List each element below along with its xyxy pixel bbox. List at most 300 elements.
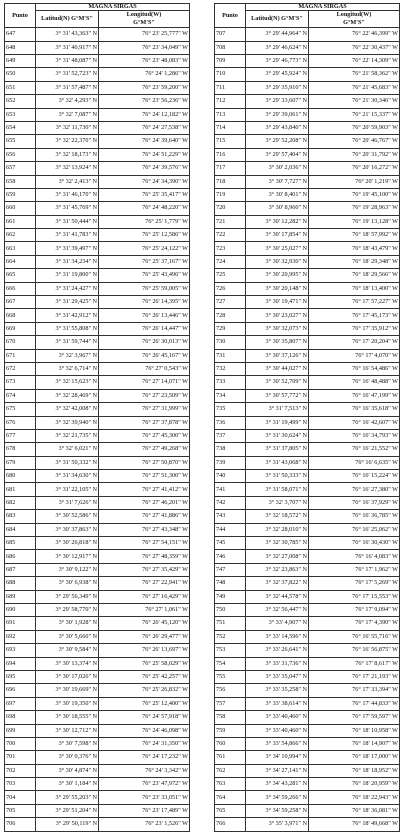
longitude-cell: 76° 23' 34,049" W [99,41,190,54]
table-row [215,349,400,362]
latitude-cell: 3° 31' 50,332" N [36,456,99,469]
longitude-cell: 76° 16' 21,552" W [309,443,400,456]
table-row [215,577,400,590]
point-number-cell: 747 [215,563,246,576]
latitude-cell: 3° 30' 12,282" N [246,215,309,228]
table-row [215,148,400,161]
table-row [5,496,190,509]
table-row [5,523,190,536]
point-number-cell: 758 [215,711,246,724]
table-row [5,108,190,121]
longitude-cell: 76° 24' 1,286" W [99,68,190,81]
point-number-cell: 674 [5,389,36,402]
longitude-cell: 76° 16' 34,793" W [309,429,400,442]
table-row [5,644,190,657]
table-row [5,657,190,670]
longitude-cell: 76° 24' 39,640" W [99,135,190,148]
point-number-cell: 686 [5,550,36,563]
longitude-cell: 76° 16' 54,486" W [309,362,400,375]
table-row [5,336,190,349]
latitude-cell: 3° 29' 39,061" N [246,108,309,121]
table-row [215,778,400,791]
table-row [215,644,400,657]
point-number-cell: 684 [5,523,36,536]
point-number-cell: 732 [215,362,246,375]
table-row [5,188,190,201]
point-number-cell: 738 [215,443,246,456]
longitude-cell: 76° 26' 13,446" W [99,309,190,322]
point-number-cell: 727 [215,296,246,309]
point-number-cell: 728 [215,309,246,322]
longitude-cell: 76° 27' 1,061" W [99,604,190,617]
latitude-cell: 3° 33' 14,596" N [246,630,309,643]
point-number-cell: 698 [5,711,36,724]
latitude-cell: 3° 31' 34,234" N [36,255,99,268]
longitude-cell: 76° 16' 4,083" W [309,550,400,563]
magna-sirgas-header: MAGNA SIRGAS [246,4,400,11]
longitude-cell: 76° 20' 31,792" W [309,148,400,161]
table-row [5,429,190,442]
latitude-cell: 3° 30' 32,930" N [246,255,309,268]
longitude-header-line1: Longitud(W) [336,11,372,19]
latitude-cell: 3° 31' 48,087" N [36,54,99,67]
point-number-cell: 708 [215,41,246,54]
point-number-cell: 691 [5,617,36,630]
latitude-cell: 3° 30' 25,027" N [246,242,309,255]
longitude-cell: 76° 24' 3,342" W [99,764,190,777]
table-row [215,590,400,603]
table-row [215,28,400,41]
point-number-cell: 755 [215,670,246,683]
point-number-cell: 734 [215,389,246,402]
table-row [5,791,190,804]
longitude-cell: 76° 21' 30,346" W [309,95,400,108]
longitude-cell: 76° 25' 12,400" W [99,697,190,710]
table-row [5,737,190,750]
table-row [215,563,400,576]
latitude-cell: 3° 30' 26,818" N [36,537,99,550]
longitude-header-line1: Longitud(W) [126,11,162,19]
longitude-cell: 76° 18' 29,566" W [309,269,400,282]
latitude-cell: 3° 29' 55,203" N [36,791,99,804]
longitude-cell: 76° 18' 17,000" W [309,751,400,764]
latitude-cell: 3° 31' 43,363" N [36,28,99,41]
longitude-cell: 76° 25' 59,005" W [99,282,190,295]
point-number-cell: 701 [5,751,36,764]
latitude-cell: 3° 33' 4,907" N [246,617,309,630]
longitude-cell: 76° 18' 20,959" W [309,778,400,791]
point-number-cell: 683 [5,510,36,523]
latitude-cell: 3° 30' 20,995" N [246,269,309,282]
latitude-cell: 3° 29' 33,607" N [246,95,309,108]
point-number-cell: 752 [215,630,246,643]
latitude-cell: 3° 32' 42,008" N [36,403,99,416]
longitude-cell: 76° 21' 58,362" W [309,68,400,81]
longitude-cell: 76° 19' 13,128" W [309,215,400,228]
point-number-cell: 679 [5,456,36,469]
point-number-cell: 687 [5,563,36,576]
table-row [5,389,190,402]
point-number-cell: 665 [5,269,36,282]
point-number-cell: 661 [5,215,36,228]
longitude-cell: 76° 18' 22,943" W [309,791,400,804]
latitude-cell: 3° 30' 9,122" N [36,563,99,576]
longitude-cell: 76° 16' 27,380" W [309,483,400,496]
latitude-cell: 3° 30' 19,471" N [246,296,309,309]
longitude-cell: 76° 20' 59,903" W [309,121,400,134]
longitude-cell: 76° 27' 22,941" W [99,577,190,590]
table-row [215,336,400,349]
longitude-cell: 76° 17' 9,094" W [309,604,400,617]
longitude-cell: 76° 16' 35,618" W [309,403,400,416]
point-number-cell: 746 [215,550,246,563]
point-number-cell: 763 [215,778,246,791]
point-number-cell: 739 [215,456,246,469]
latitude-cell: 3° 30' 7,598" N [36,737,99,750]
point-number-cell: 680 [5,470,36,483]
point-number-cell: 751 [215,617,246,630]
point-number-cell: 692 [5,630,36,643]
longitude-cell: 76° 26' 45,120" W [99,617,190,630]
point-number-cell: 675 [5,403,36,416]
latitude-cell: 3° 33' 31,736" N [246,657,309,670]
point-number-cell: 759 [215,724,246,737]
latitude-cell: 3° 33' 40,460" N [246,711,309,724]
table-row [215,737,400,750]
point-number-cell: 678 [5,443,36,456]
table-row [5,483,190,496]
point-number-cell: 756 [215,684,246,697]
longitude-cell: 76° 17' 57,227" W [309,296,400,309]
longitude-cell: 76° 25' 24,122" W [99,242,190,255]
longitude-cell: 76° 27' 43,348" W [99,523,190,536]
latitude-cell: 3° 30' 7,727" N [246,175,309,188]
table-row [5,349,190,362]
latitude-cell: 3° 30' 19,350" N [36,697,99,710]
table-row [215,41,400,54]
point-number-cell: 723 [215,242,246,255]
longitude-header [99,11,190,28]
longitude-cell: 76° 17' 21,193" W [309,670,400,683]
table-row [5,456,190,469]
table-row [5,818,190,831]
longitude-cell: 76° 17' 59,597" W [309,711,400,724]
latitude-cell: 3° 33' 38,614" N [246,697,309,710]
table-row [215,724,400,737]
point-number-cell: 705 [5,804,36,817]
latitude-cell: 3° 30' 37,863" N [36,523,99,536]
latitude-cell: 3° 30' 1,184" N [36,778,99,791]
longitude-cell: 76° 24' 39,576" W [99,162,190,175]
latitude-cell: 3° 31' 24,427" N [36,282,99,295]
latitude-cell: 3° 30' 8,401" N [246,188,309,201]
table-row [5,403,190,416]
table-row [215,630,400,643]
longitude-cell: 76° 17' 15,553" W [309,590,400,603]
table-row [5,604,190,617]
table-row [215,804,400,817]
longitude-header [309,11,400,28]
longitude-cell: 76° 23' 47,972" W [99,778,190,791]
latitude-cell: 3° 29' 52,208" N [246,135,309,148]
longitude-cell: 76° 20' 46,767" W [309,135,400,148]
table-row [215,215,400,228]
longitude-cell: 76° 17' 5,269" W [309,577,400,590]
point-number-cell: 682 [5,496,36,509]
longitude-cell: 76° 22' 46,399" W [309,28,400,41]
point-number-cell: 659 [5,188,36,201]
point-number-cell: 676 [5,416,36,429]
latitude-cell: 3° 30' 5,660" N [36,630,99,643]
latitude-cell: 3° 30' 37,126" N [246,349,309,362]
latitude-cell: 3° 30' 35,807" N [246,336,309,349]
point-number-cell: 741 [215,483,246,496]
longitude-cell: 76° 17' 8,617" W [309,657,400,670]
longitude-cell: 76° 25' 1,779" W [99,215,190,228]
point-number-cell: 750 [215,604,246,617]
latitude-cell: 3° 32' 44,578" N [246,590,309,603]
longitude-cell: 76° 17' 4,070" W [309,349,400,362]
latitude-cell: 3° 30' 6,938" N [36,577,99,590]
latitude-cell: 3° 31' 59,744" N [36,336,99,349]
longitude-cell: 76° 27' 0,543" W [99,362,190,375]
latitude-cell: 3° 31' 45,769" N [36,202,99,215]
longitude-cell: 76° 16' 47,199" W [309,389,400,402]
longitude-cell: 76° 20' 1,219" W [309,175,400,188]
longitude-cell: 76° 18' 14,907" W [309,737,400,750]
latitude-cell: 3° 32' 15,623" N [36,376,99,389]
point-number-cell: 743 [215,510,246,523]
point-number-cell: 726 [215,282,246,295]
longitude-cell: 76° 25' 35,417" W [99,188,190,201]
table-row [5,202,190,215]
point-number-cell: 742 [215,496,246,509]
table-row [5,135,190,148]
latitude-cell: 3° 32' 7,087" N [36,108,99,121]
latitude-cell: 3° 34' 27,141" N [246,764,309,777]
table-row [215,282,400,295]
table-row [5,510,190,523]
latitude-cell: 3° 31' 37,805" N [246,443,309,456]
longitude-cell: 76° 16' 37,929" W [309,496,400,509]
latitude-cell: 3° 31' 42,912" N [36,309,99,322]
table-row [5,376,190,389]
longitude-cell: 76° 24' 48,220" W [99,202,190,215]
table-row [215,416,400,429]
longitude-cell: 76° 23' 33,051" W [99,791,190,804]
point-number-cell: 717 [215,162,246,175]
table-row [215,175,400,188]
longitude-cell: 76° 19' 45,100" W [309,188,400,201]
longitude-cell: 76° 22' 14,309" W [309,54,400,67]
longitude-cell: 76° 21' 45,683" W [309,81,400,94]
table-row [5,563,190,576]
longitude-cell: 76° 23' 56,236" W [99,95,190,108]
point-number-cell: 714 [215,121,246,134]
longitude-cell: 76° 20' 16,272" W [309,162,400,175]
point-number-cell: 737 [215,429,246,442]
latitude-cell: 3° 33' 35,258" N [246,684,309,697]
point-number-cell: 762 [215,764,246,777]
latitude-cell: 3° 30' 57,772" N [246,389,309,402]
point-number-cell: 721 [215,215,246,228]
latitude-cell: 3° 32' 18,173" N [36,148,99,161]
table-row [5,362,190,375]
table-row [5,764,190,777]
longitude-cell: 76° 17' 4,390" W [309,617,400,630]
table-row [5,537,190,550]
point-number-cell: 709 [215,54,246,67]
longitude-cell: 76° 19' 28,963" W [309,202,400,215]
point-number-cell: 685 [5,537,36,550]
point-number-cell: 764 [215,791,246,804]
table-row [215,483,400,496]
table-row [215,389,400,402]
point-number-cell: 648 [5,41,36,54]
point-number-cell: 716 [215,148,246,161]
coordinates-table-left [4,3,190,832]
latitude-cell: 3° 32' 28,469" N [36,389,99,402]
point-number-cell: 760 [215,737,246,750]
longitude-cell: 76° 18' 43,479" W [309,242,400,255]
longitude-cell: 76° 23' 17,489" W [99,804,190,817]
table-row [215,470,400,483]
point-number-cell: 668 [5,309,36,322]
latitude-cell: 3° 31' 30,624" N [246,429,309,442]
table-row [5,54,190,67]
longitude-cell: 76° 25' 58,029" W [99,657,190,670]
table-row [5,577,190,590]
point-number-cell: 653 [5,108,36,121]
table-row [5,242,190,255]
latitude-cell: 3° 30' 0,376" N [36,751,99,764]
latitude-cell: 3° 32' 6,021" N [36,443,99,456]
longitude-cell: 76° 27' 51,300" W [99,470,190,483]
punto-header: Punto [215,4,246,28]
table-row [5,778,190,791]
table-row [215,496,400,509]
point-number-cell: 658 [5,175,36,188]
longitude-cell: 76° 25' 37,167" W [99,255,190,268]
point-number-cell: 725 [215,269,246,282]
latitude-header-label: Latitud(N) G°M'S" [251,15,303,23]
point-number-cell: 677 [5,429,36,442]
latitude-cell: 3° 32' 18,572" N [246,510,309,523]
latitude-cell: 3° 29' 46,624" N [246,41,309,54]
table-row [5,148,190,161]
point-number-cell: 689 [5,590,36,603]
point-number-cell: 707 [215,28,246,41]
point-number-cell: 703 [5,778,36,791]
longitude-cell: 76° 18' 18,952" W [309,764,400,777]
table-row [5,229,190,242]
coordinates-body-left [5,28,190,831]
latitude-cell: 3° 30' 20,148" N [246,282,309,295]
table-row [215,670,400,683]
latitude-cell: 3° 32' 4,293" N [36,95,99,108]
table-row [5,697,190,710]
longitude-cell: 76° 27' 48,359" W [99,550,190,563]
latitude-cell: 3° 29' 43,840" N [246,121,309,134]
latitude-cell: 3° 32' 30,785" N [246,537,309,550]
point-number-cell: 669 [5,322,36,335]
longitude-cell: 76° 18' 10,958" W [309,724,400,737]
table-row [5,804,190,817]
latitude-cell: 3° 33' 26,641" N [246,644,309,657]
point-number-cell: 650 [5,68,36,81]
latitude-cell: 3° 32' 21,735" N [36,429,99,442]
punto-header: Punto [5,4,36,28]
latitude-cell: 3° 32' 28,010" N [246,523,309,536]
point-number-cell: 662 [5,229,36,242]
longitude-cell: 76° 27' 41,886" W [99,510,190,523]
table-row [5,95,190,108]
point-number-cell: 697 [5,697,36,710]
longitude-cell: 76° 17' 35,912" W [309,322,400,335]
point-number-cell: 704 [5,791,36,804]
point-number-cell: 681 [5,483,36,496]
table-row [5,443,190,456]
table-row [215,604,400,617]
table-row [215,711,400,724]
longitude-cell: 76° 24' 17,232" W [99,751,190,764]
table-row [5,416,190,429]
point-number-cell: 748 [215,577,246,590]
point-number-cell: 710 [215,68,246,81]
longitude-cell: 76° 17' 1,962" W [309,563,400,576]
latitude-cell: 3° 32' 3,707" N [246,496,309,509]
table-row [5,751,190,764]
table-row [5,684,190,697]
longitude-cell: 76° 24' 46,098" W [99,724,190,737]
point-number-cell: 720 [215,202,246,215]
longitude-cell: 76° 27' 35,429" W [99,563,190,576]
longitude-cell: 76° 27' 31,999" W [99,403,190,416]
longitude-cell: 76° 23' 48,083" W [99,54,190,67]
longitude-cell: 76° 27' 41,412" W [99,483,190,496]
longitude-cell: 76° 17' 44,833" W [309,697,400,710]
longitude-cell: 76° 26' 14,447" W [99,322,190,335]
table-row [215,121,400,134]
latitude-cell: 3° 31' 34,630" N [36,470,99,483]
longitude-cell: 76° 24' 31,350" W [99,737,190,750]
latitude-cell: 3° 31' 40,917" N [36,41,99,54]
point-number-cell: 731 [215,349,246,362]
point-number-cell: 670 [5,336,36,349]
point-number-cell: 655 [5,135,36,148]
table-row [5,68,190,81]
table-row [5,81,190,94]
table-row [215,255,400,268]
point-number-cell: 730 [215,336,246,349]
table-row [5,269,190,282]
longitude-cell: 76° 27' 46,201" W [99,496,190,509]
magna-sirgas-header: MAGNA SIRGAS [36,4,190,11]
table-row [215,617,400,630]
longitude-cell: 76° 21' 15,337" W [309,108,400,121]
point-number-cell: 702 [5,764,36,777]
table-row [5,711,190,724]
latitude-cell: 3° 31' 7,626" N [36,496,99,509]
longitude-cell: 76° 24' 51,229" W [99,148,190,161]
latitude-cell: 3° 30' 17,854" N [246,229,309,242]
latitude-cell: 3° 30' 52,709" N [246,376,309,389]
latitude-cell: 3° 29' 50,119" N [36,818,99,831]
longitude-cell: 76° 25' 42,257" W [99,670,190,683]
point-number-cell: 647 [5,28,36,41]
latitude-cell: 3° 29' 44,964" N [246,28,309,41]
point-number-cell: 673 [5,376,36,389]
